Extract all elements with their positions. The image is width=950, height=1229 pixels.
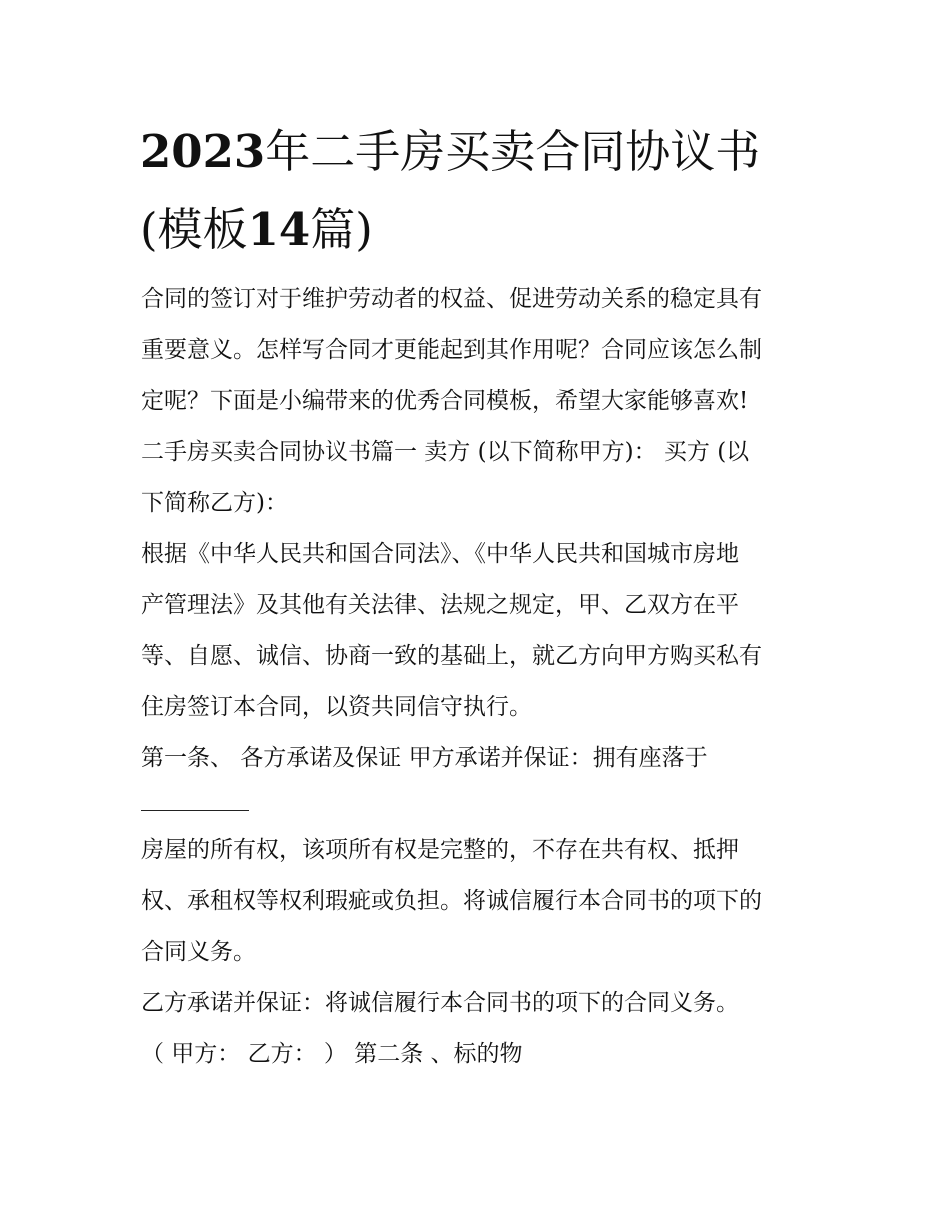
title-year: 2023 bbox=[140, 125, 266, 178]
title-count: 14 bbox=[247, 203, 311, 256]
text-line: 房屋的所有权，该项所有权是完整的，不存在共有权、抵押 bbox=[141, 837, 739, 863]
intro-paragraph bbox=[141, 274, 821, 784]
text-line: 重要意义。怎样写合同才更能起到其作用呢？合同应该怎么制 bbox=[141, 337, 762, 363]
text-line: 下简称乙方)： bbox=[141, 490, 288, 516]
text-line: 乙方承诺并保证：将诚信履行本合同书的项下的合同义务。 bbox=[141, 990, 739, 1016]
text-line: 权、承租权等权利瑕疵或负担。将诚信履行本合同书的项下的 bbox=[141, 888, 762, 914]
title-line1-text: 年二手房买卖合同协议书 bbox=[265, 125, 761, 178]
document-title bbox=[140, 113, 820, 269]
body-paragraphs-2 bbox=[141, 825, 821, 1080]
fill-in-blank bbox=[141, 810, 249, 811]
text-line: 住房签订本合同，以资共同信守执行。 bbox=[141, 694, 532, 720]
text-line: 第一条、 各方承诺及保证 甲方承诺并保证：拥有座落于 bbox=[141, 745, 708, 771]
text-line: 二手房买卖合同协议书篇一 卖方 (以下简称甲方)： 买方 (以 bbox=[141, 439, 750, 465]
text-line: （ 甲方： 乙方： ） 第二条 、标的物 bbox=[141, 1041, 523, 1067]
text-line: 根据《中华人民共和国合同法》、《中华人民共和国城市房地 bbox=[141, 541, 739, 567]
title-line2-post: 篇) bbox=[310, 203, 373, 256]
text-line: 等、自愿、诚信、协商一致的基础上，就乙方向甲方购买私有 bbox=[141, 643, 762, 669]
text-line: 合同义务。 bbox=[141, 939, 256, 965]
text-line: 合同的签订对于维护劳动者的权益、促进劳动关系的稳定具有 bbox=[141, 286, 762, 312]
text-line: 产管理法》及其他有关法律、法规之规定，甲、乙双方在平 bbox=[141, 592, 739, 618]
text-line: 定呢？下面是小编带来的优秀合同模板，希望大家能够喜欢! bbox=[141, 388, 749, 414]
title-line2-pre: (模板 bbox=[140, 203, 248, 256]
